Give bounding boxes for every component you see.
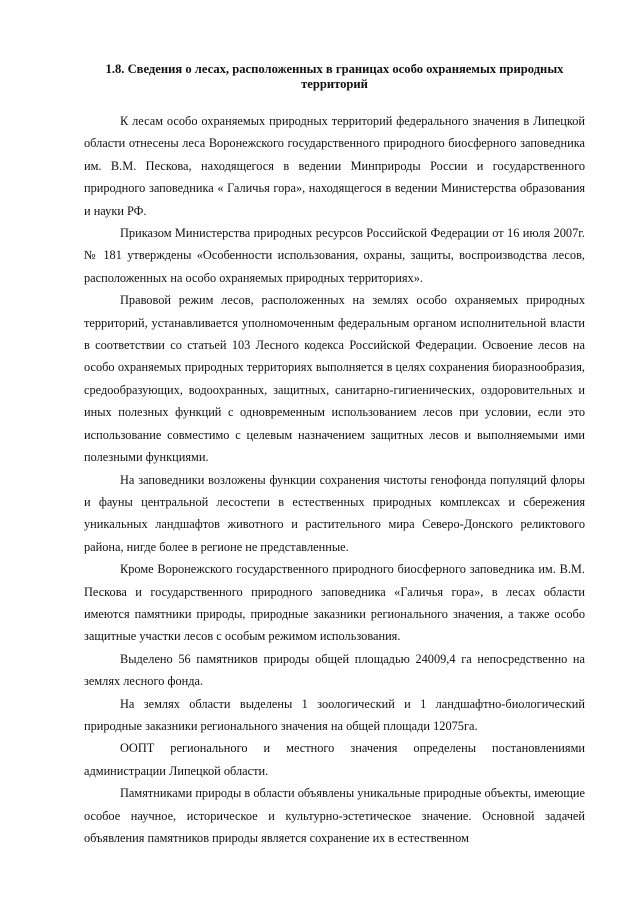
- paragraph-8: ООПТ регионального и местного значения определены постановлениями администрации Липецкой области.: [84, 741, 585, 778]
- paragraph-7: На землях области выделены 1 зоологический и 1 ландшафтно-биологический природные заказники регионального значения на общей площади 12075га.: [84, 696, 585, 733]
- paragraph-4: На заповедники возложены функции сохранения чистоты генофонда популяций флоры и фауны центральной лесостепи в естественных природных комплексах и сбережения уникальных ландшафтов животного и растительного мира Северо-Донского реликтового района, нигде более в регионе не представленные.: [84, 472, 585, 554]
- section-heading: 1.8. Сведения о лесах, расположенных в границах особо охраняемых природных территорий: [105, 62, 564, 91]
- paragraph-6: Выделено 56 памятников природы общей площадью 24009,4 га непосредственно на землях лесного фонда.: [84, 651, 585, 689]
- paragraph-5: Кроме Воронежского государственного природного биосферного заповедника им. В.М. Пескова и государственного природного заповедника «Галичья гора», в лесах области имеются памятники природы, природные заказники регионального значения, а также особо защитные участки лесов с особым режимом использования.: [84, 562, 585, 644]
- paragraph-9: Памятниками природы в области объявлены уникальные природные объекты, имеющие особое научное, историческое и культурно-эстетическое значение. Основной задачей объявления памятников природы является сохранение их в естественном: [84, 786, 585, 845]
- paragraph-2: Приказом Министерства природных ресурсов Российской Федерации от 16 июля 2007г. № 181 утверждены «Особенности использования, охраны, защиты, воспроизводства лесов, расположенных на особо охраняемых природных территориях».: [84, 226, 585, 285]
- paragraph-3: Правовой режим лесов, расположенных на землях особо охраняемых природных территорий, устанавливается уполномоченным федеральным органом исполнительной власти в соответствии со статьей 103 Лесного кодекса Российской Федерации. Освоение лесов на особо охраняемых природных территориях выполняется в целях сохранения биоразнообразия, средообразующих, водоохранных, защитных, санитарно-гигиенических, оздоровительных и иных полезных функций с одновременным использованием лесов при условии, если это использование совместимо с целевым назначением защитных лесов и выполняемыми ими полезными функциями.: [84, 293, 585, 465]
- paragraph-1: К лесам особо охраняемых природных территорий федерального значения в Липецкой области отнесены леса Воронежского государственного природного биосферного заповедника им. В.М. Пескова, находящегося в ведении Минприроды России и государственного природного заповедника « Галичья гора», находящегося в ведении Министерства образования и науки РФ.: [84, 114, 585, 218]
